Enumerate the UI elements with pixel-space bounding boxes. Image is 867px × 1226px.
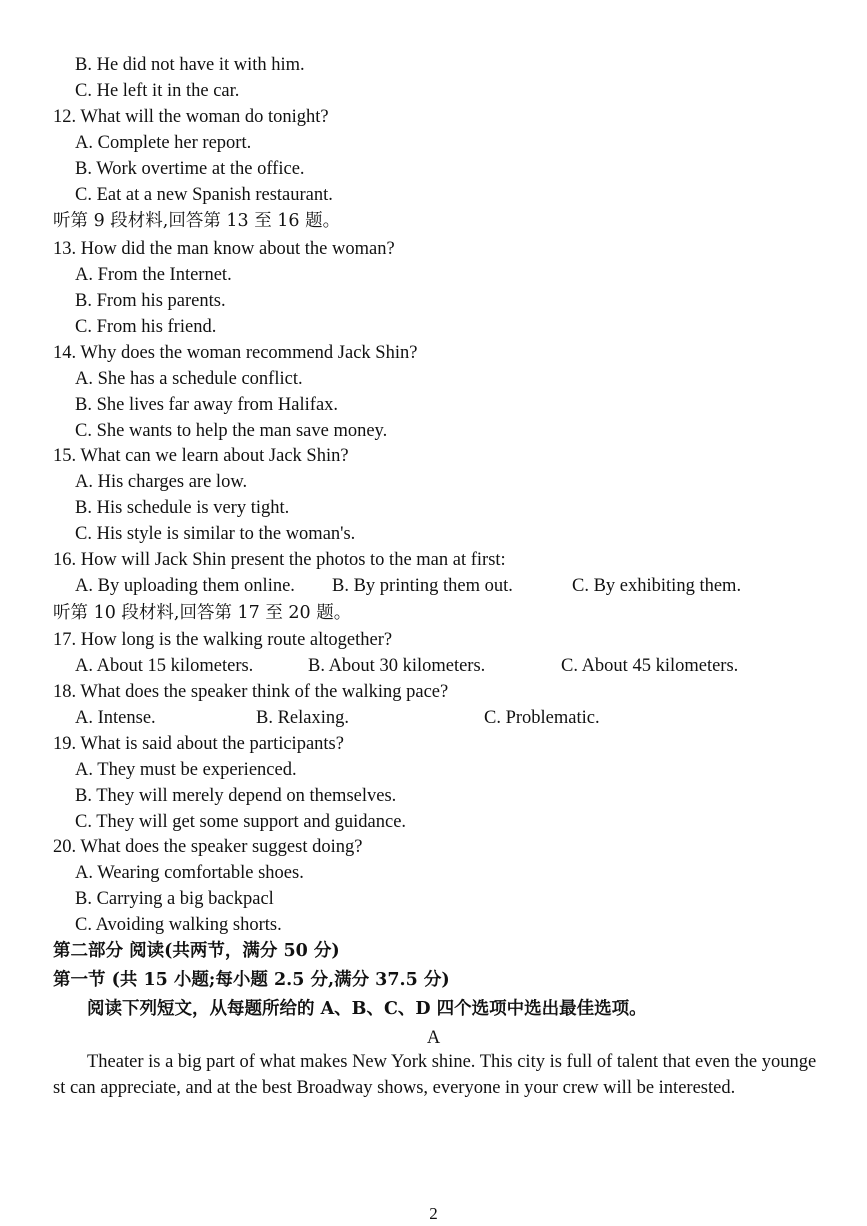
page-number: 2 (429, 1204, 438, 1223)
q11-option-b: B. He did not have it with him. (75, 55, 305, 75)
q12-option-b: B. Work overtime at the office. (75, 159, 305, 179)
section-9-instruction: 听第 9 段材料,回答第 13 至 16 题。 (53, 211, 341, 231)
q15-option-a: A. His charges are low. (75, 472, 248, 492)
section-1-heading: 第一节 (共 15 小题;每小题 2.5 分,满分 37.5 分) (53, 970, 450, 990)
q18-option-b: B. Relaxing. (256, 708, 350, 728)
q17-option-c: C. About 45 kilometers. (561, 656, 739, 676)
q12-option-c: C. Eat at a new Spanish restaurant. (75, 185, 333, 205)
q15-option-b: B. His schedule is very tight. (75, 498, 290, 518)
q14-option-a: A. She has a schedule conflict. (75, 369, 303, 389)
q13-option-b: B. From his parents. (75, 291, 226, 311)
question-17: 17. How long is the walking route altogether? (53, 630, 393, 650)
q18-option-a: A. Intense. (75, 708, 156, 728)
q14-option-b: B. She lives far away from Halifax. (75, 395, 339, 415)
q19-option-c: C. They will get some support and guidance. (75, 812, 407, 832)
passage-title: A (426, 1028, 441, 1048)
q20-option-a: A. Wearing comfortable shoes. (75, 863, 304, 883)
q13-option-c: C. From his friend. (75, 317, 217, 337)
q17-option-b: B. About 30 kilometers. (308, 656, 486, 676)
question-14: 14. Why does the woman recommend Jack Shin? (53, 343, 418, 363)
q16-option-c: C. By exhibiting them. (572, 576, 742, 596)
question-16: 16. How will Jack Shin present the photos to the man at first: (53, 550, 506, 570)
question-20: 20. What does the speaker suggest doing? (53, 837, 363, 857)
passage-a-text: Theater is a big part of what makes New York shine. This city is full of talent that even the youngest can appreciate, and at the best Broadway shows, everyone in your crew will be interested. (53, 1052, 817, 1098)
reading-instruction: 阅读下列短文，从每题所给的 A、B、C、D 四个选项中选出最佳选项。 (87, 999, 647, 1019)
question-13: 13. How did the man know about the woman? (53, 239, 395, 259)
q20-option-b: B. Carrying a big backpacl (75, 889, 274, 909)
question-15: 15. What can we learn about Jack Shin? (53, 446, 349, 466)
q16-option-b: B. By printing them out. (332, 576, 513, 596)
q16-option-a: A. By uploading them online. (75, 576, 295, 596)
question-19: 19. What is said about the participants? (53, 734, 344, 754)
question-12: 12. What will the woman do tonight? (53, 107, 329, 127)
question-18: 18. What does the speaker think of the walking pace? (53, 682, 449, 702)
q18-option-c: C. Problematic. (484, 708, 600, 728)
section-10-instruction: 听第 10 段材料,回答第 17 至 20 题。 (53, 603, 352, 623)
q11-option-c: C. He left it in the car. (75, 81, 240, 101)
q15-option-c: C. His style is similar to the woman's. (75, 524, 356, 544)
part-2-heading: 第二部分 阅读(共两节，满分 50 分) (53, 941, 340, 961)
q14-option-c: C. She wants to help the man save money. (75, 421, 388, 441)
q12-option-a: A. Complete her report. (75, 133, 252, 153)
q20-option-c: C. Avoiding walking shorts. (75, 915, 282, 935)
q13-option-a: A. From the Internet. (75, 265, 232, 285)
q17-option-a: A. About 15 kilometers. (75, 656, 254, 676)
q19-option-b: B. They will merely depend on themselves. (75, 786, 397, 806)
q19-option-a: A. They must be experienced. (75, 760, 297, 780)
